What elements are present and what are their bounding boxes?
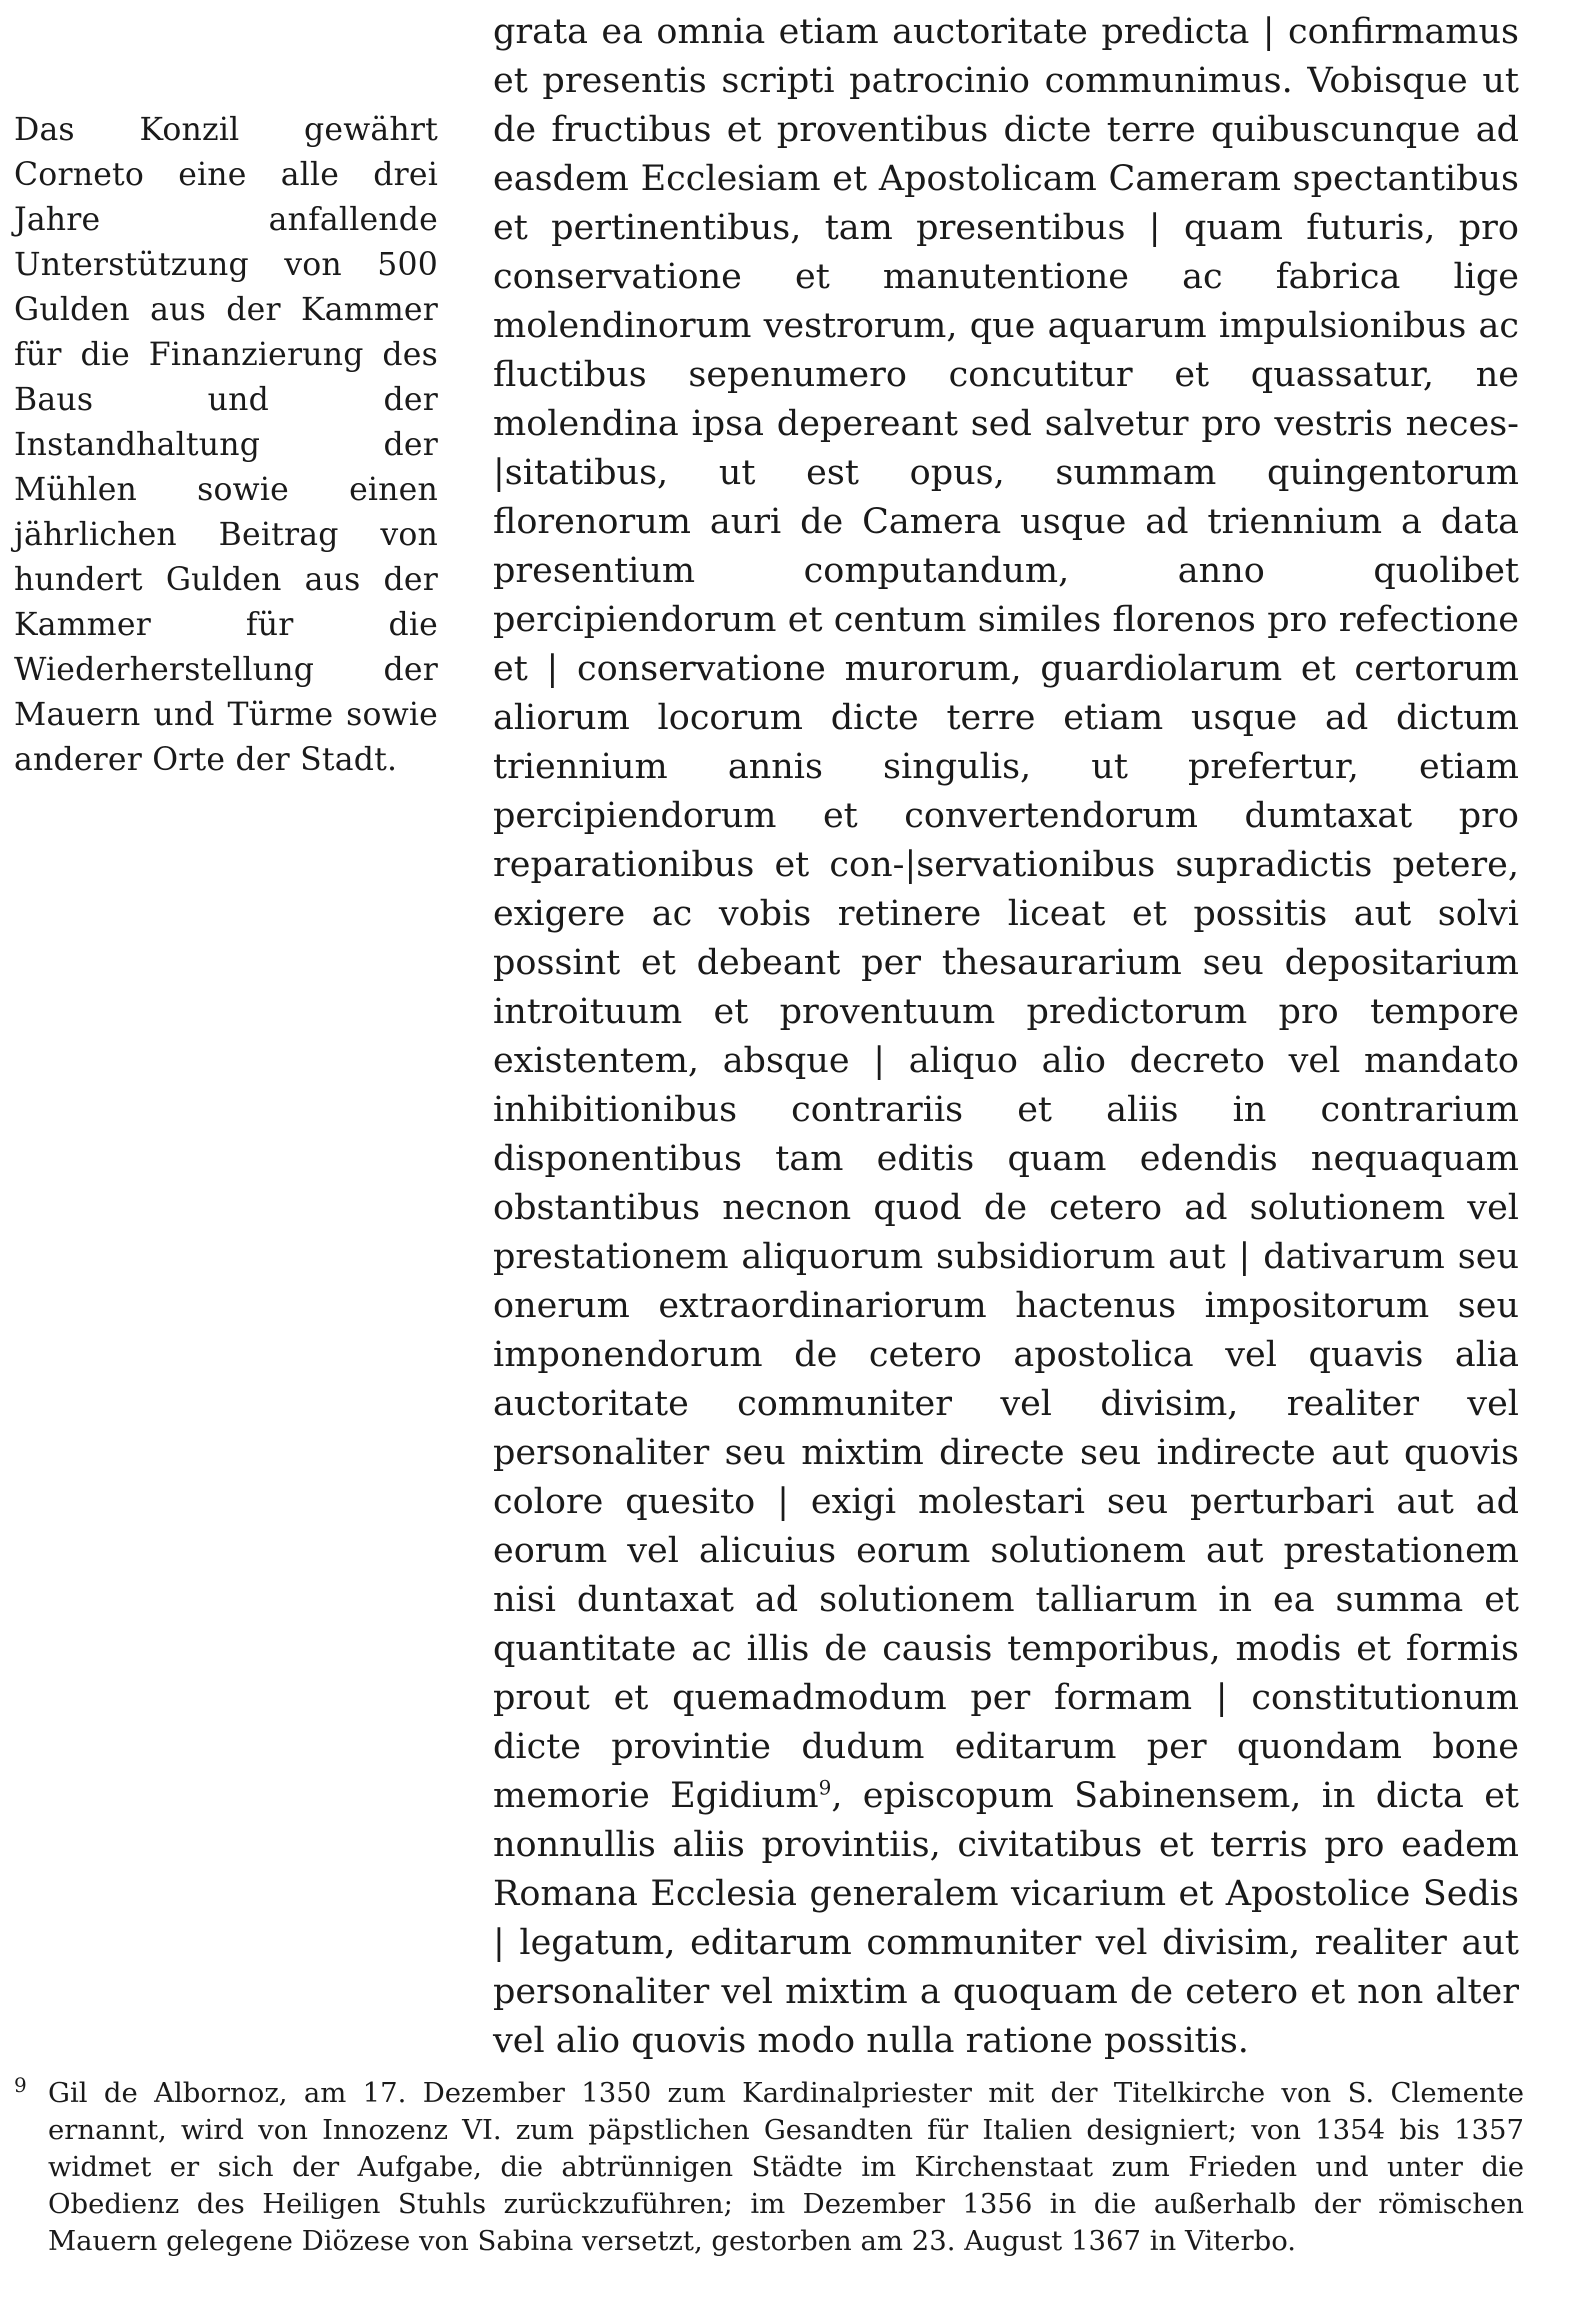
footnote-reference[interactable]: 9 bbox=[818, 1775, 832, 1800]
main-text-column bbox=[493, 8, 1519, 2066]
margin-summary bbox=[14, 108, 438, 783]
latin-text-part-1: grata ea omnia etiam auctoritate predicta | confirmamus et presentis scripti patrocinio communimus. Vobisque ut de fructibus et proventibus dicte terre quibuscunque ad easdem Ecclesiam et Apostolicam Cameram spectantibus et pertinentibus, tam presentibus | quam futuris, pro conservatione et manutentione ac fabrica lige molendinorum vestrorum, que aquarum impulsionibus ac fluctibus sepenumero concutitur et quassatur, ne molendina ipsa depereant sed salvetur pro vestris neces-|sitatibus, ut est opus, summam quingentorum florenorum auri de Camera usque ad triennium a data presentium computandum, anno quolibet percipiendorum et centum similes florenos pro refectione et | conservatione murorum, guardiolarum et certorum aliorum locorum dicte terre etiam usque ad dictum triennium annis singulis, ut prefertur, etiam percipiendorum et convertendorum dumtaxat pro reparationibus et con-|servationibus supradictis petere, exigere ac vobis retinere liceat et possitis aut solvi possint et debeant per thesaurarium seu depositarium introituum et proventuum predictorum pro tempore existentem, absque | aliquo alio decreto vel mandato inhibitionibus contrariis et aliis in contrarium disponentibus tam editis quam edendis nequaquam obstantibus necnon quod de cetero ad solutionem vel prestationem aliquorum subsidiorum aut | dativarum seu onerum extraordinariorum hactenus impositorum seu imponendorum de cetero apostolica vel quavis alia auctoritate communiter vel divisim, realiter vel personaliter seu mixtim directe seu indirecte aut quovis colore quesito | exigi molestari seu perturbari aut ad eorum vel alicuius eorum solutionem aut prestationem nisi duntaxat ad solutionem talliarum in ea summa et quantitate ac illis de causis temporibus, modis et formis prout et quemadmodum per formam | constitutionum dicte provintie dudum editarum per quondam bone memorie Egidium bbox=[493, 12, 1519, 1816]
footnote-number: 9 bbox=[14, 2073, 27, 2097]
margin-summary-text: Das Konzil gewährt Corneto eine alle drei Jahre anfallende Unterstützung von 500 Gulden aus der Kammer für die Finanzierung des Baus und der Instandhaltung der Mühlen sowie einen jährlichen Beitrag von hundert Gulden aus der Kammer für die Wiederherstellung der Mauern und Türme sowie anderer Orte der Stadt. bbox=[14, 112, 438, 778]
latin-text-part-2: , episcopum Sabinensem, in dicta et nonnullis aliis provintiis, civitatibus et terris pro eadem Romana Ecclesia generalem vicarium et Apostolice Sedis | legatum, editarum communiter vel divisim, realiter aut personaliter vel mixtim a quoquam de cetero et non alter vel alio quovis modo nulla ratione possitis. bbox=[493, 1776, 1519, 2061]
footnote bbox=[14, 2075, 1524, 2260]
latin-text-paragraph bbox=[493, 8, 1519, 2066]
footnote-text: Gil de Albornoz, am 17. Dezember 1350 zum Kardinalpriester mit der Titelkirche von S. Clemente ernannt, wird von Innozenz VI. zum päpstlichen Gesandten für Italien designiert; von 1354 bis 1357 widmet er sich der Aufgabe, die abtrünnigen Städte im Kirchenstaat zum Frieden und unter die Obedienz des Heiligen Stuhls zurückzuführen; im Dezember 1356 in die außerhalb der römischen Mauern gelegene Diözese von Sabina versetzt, gestorben am 23. August 1367 in Viterbo. bbox=[48, 2077, 1524, 2257]
